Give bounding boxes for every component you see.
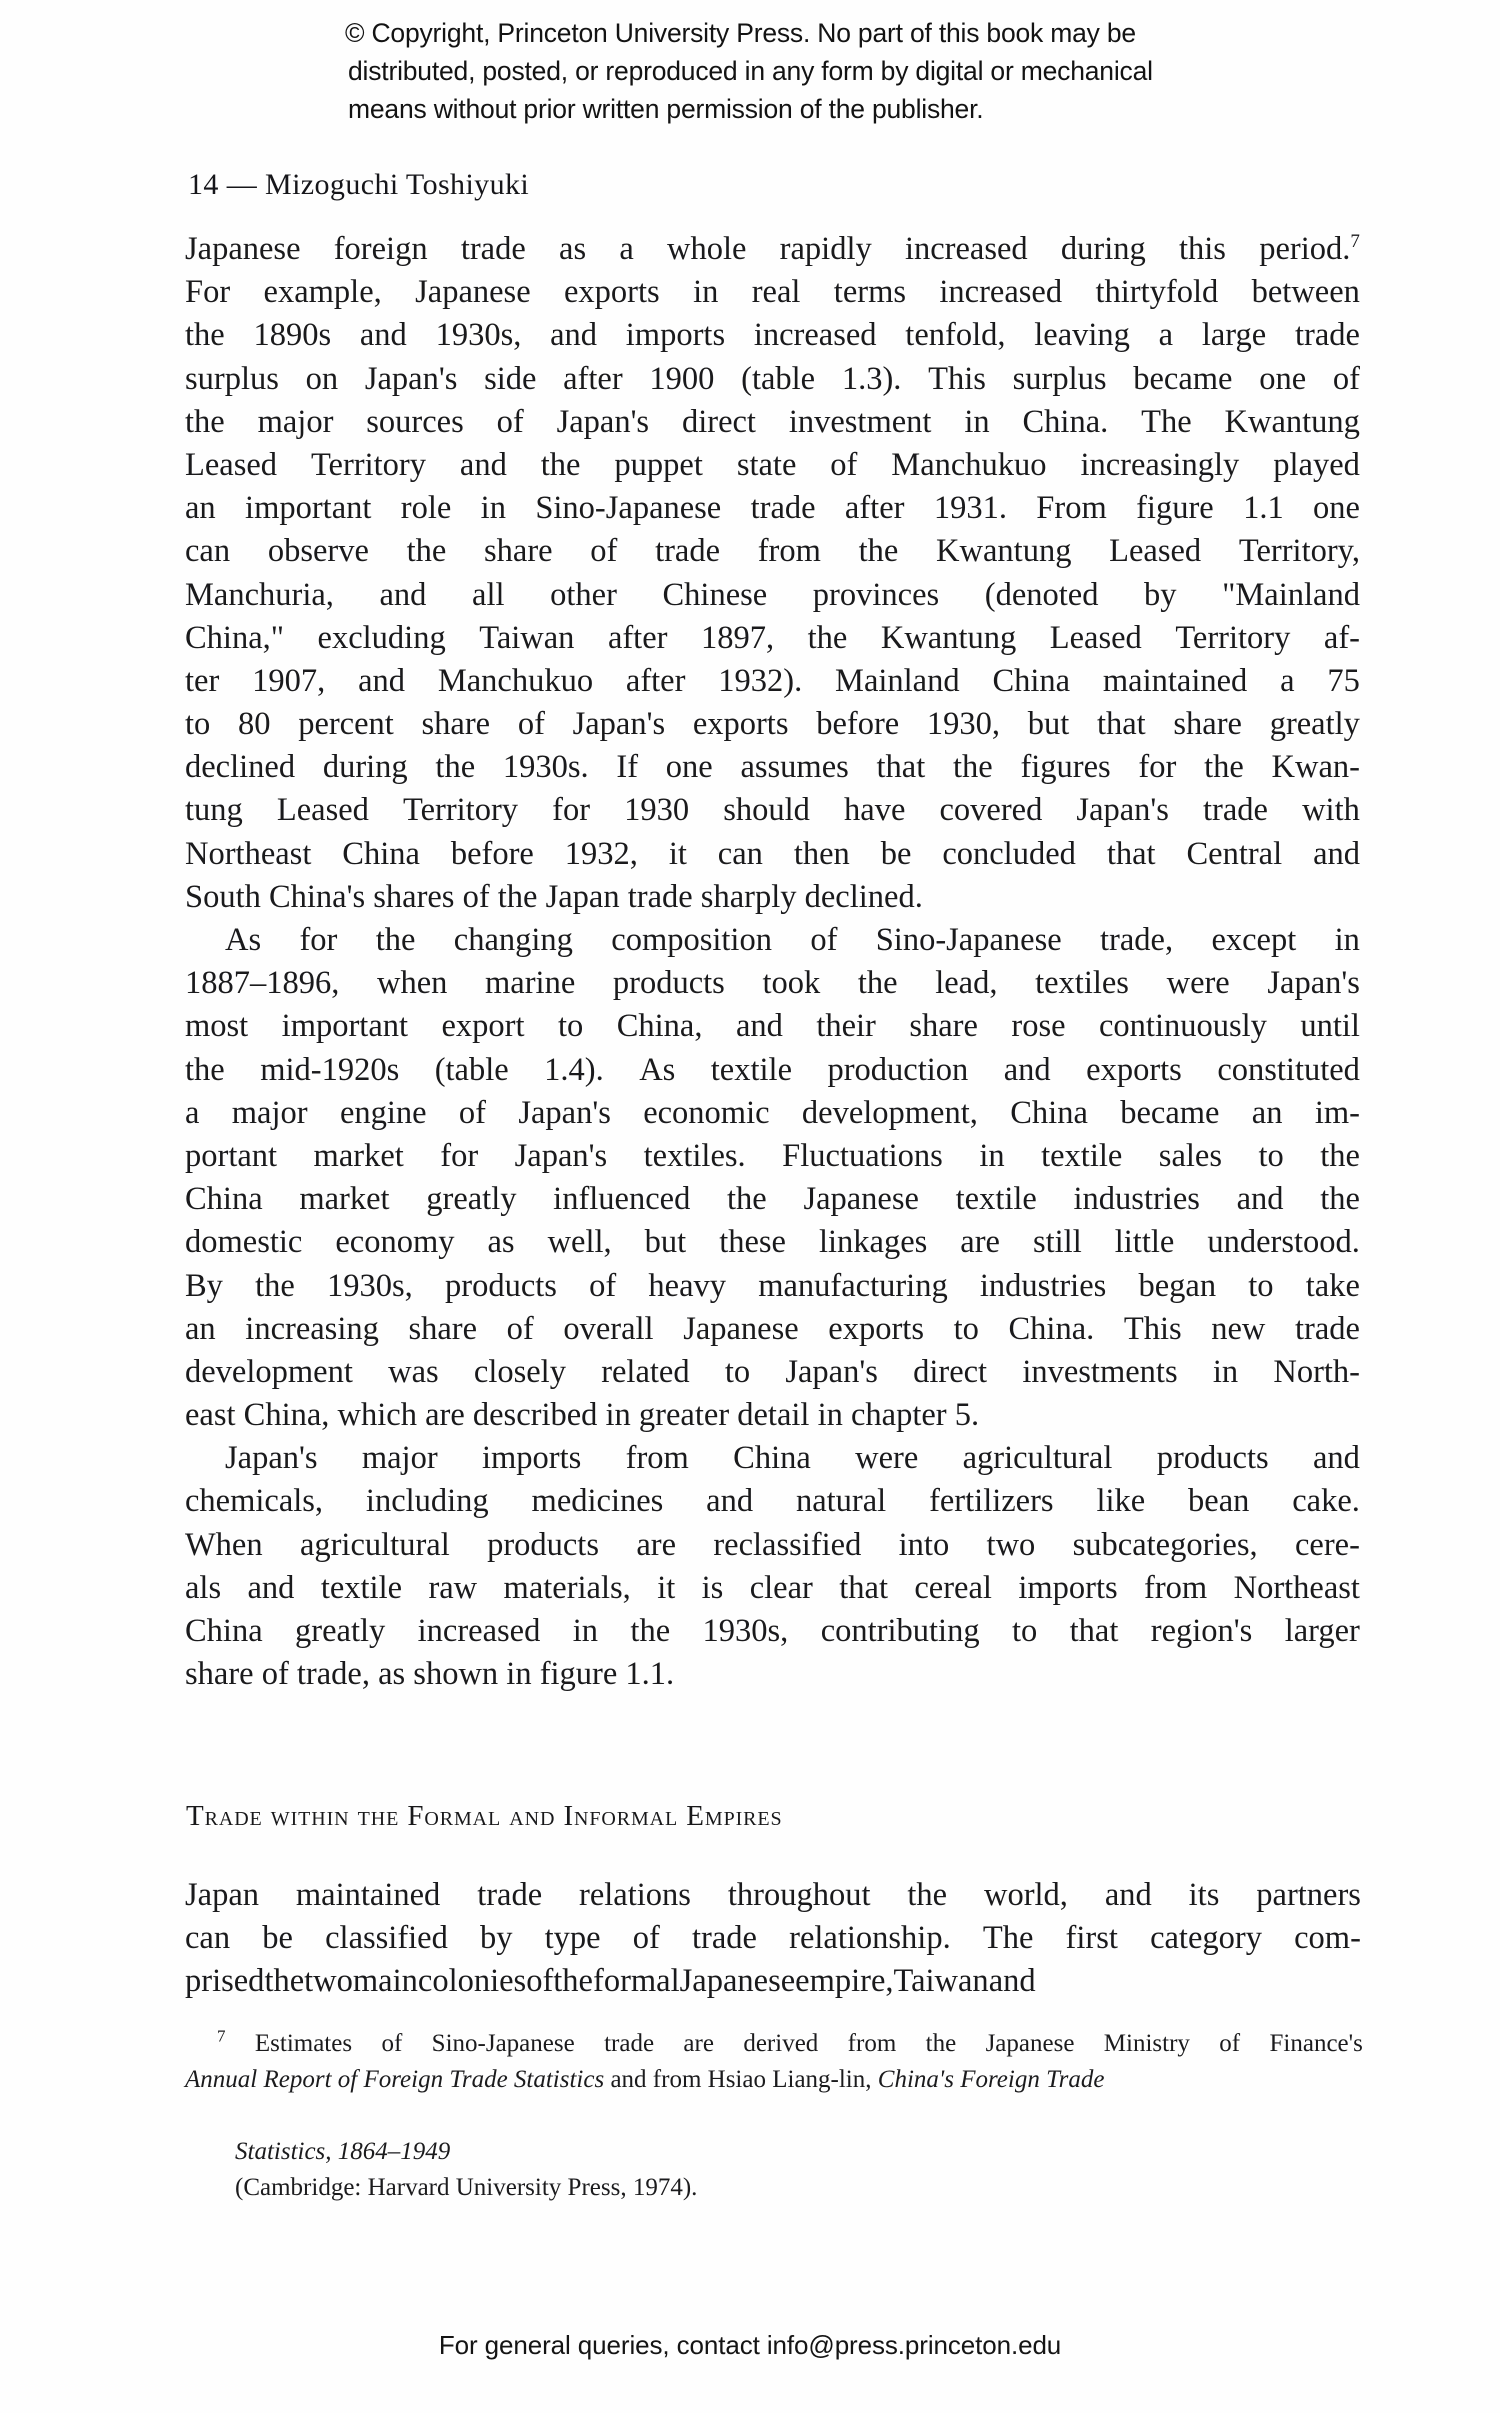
text-line: development was closely related to Japan's direct investments in North-: [185, 1353, 1360, 1390]
text-line: China market greatly influenced the Japanese textile industries and the: [185, 1181, 1360, 1218]
footnote-reference: 7: [1350, 231, 1360, 253]
text-line: declined during the 1930s. If one assumes that the figures for the Kwan-: [185, 749, 1360, 786]
text-line: to 80 percent share of Japan's exports before 1930, but that share greatly: [185, 706, 1360, 743]
copyright-line-2: distributed, posted, or reproduced in any form by digital or mechanical: [348, 56, 1153, 86]
text-line: surplus on Japan's side after 1900 (table 1.3). This surplus became one of: [185, 360, 1360, 397]
footnote-italic-title-2: China's Foreign Trade: [877, 2066, 1105, 2093]
text-line: east China, which are described in greater detail in chapter 5.: [185, 1397, 980, 1434]
text-line: portant market for Japan's textiles. Fluctuations in textile sales to the: [185, 1137, 1360, 1174]
body-text: [185, 228, 1360, 1696]
paragraph-1: [185, 228, 1360, 919]
footnote-italic-title-3: Statistics, 1864–1949: [235, 2138, 451, 2165]
footnote-italic-title-1: Annual Report of Foreign Trade Statistics: [185, 2066, 605, 2093]
text-line: chemicals, including medicines and natural fertilizers like bean cake.: [185, 1483, 1360, 1520]
text-line: domestic economy as well, but these linkages are still little understood.: [185, 1224, 1360, 1261]
text-line: Japan's major imports from China were agricultural products and: [225, 1440, 1360, 1477]
text-line: China greatly increased in the 1930s, contributing to that region's larger: [185, 1613, 1360, 1649]
paragraph-3: [185, 1437, 1360, 1696]
text-line: tung Leased Territory for 1930 should have covered Japan's trade with: [185, 792, 1360, 829]
text-line: Leased Territory and the puppet state of Manchukuo increasingly played: [185, 446, 1360, 483]
text-line: As for the changing composition of Sino-Japanese trade, except in: [225, 922, 1360, 958]
text-line: als and textile raw materials, it is clear that cereal imports from Northeast: [185, 1569, 1360, 1606]
text-line: a major engine of Japan's economic development, China became an im-: [185, 1094, 1360, 1131]
footnote: [185, 2026, 1363, 2201]
text-line: prised the two main colonies of the formal Japanese empire, Taiwan and: [185, 1963, 1036, 2000]
section-heading: Trade within the Formal and Informal Empires: [186, 1800, 783, 1832]
page-footer: For general queries, contact info@press.princeton.edu: [438, 2330, 1062, 2360]
footnote-line-3: [185, 2098, 1363, 2201]
text-line: share of trade, as shown in figure 1.1.: [185, 1656, 675, 1693]
footnote-marker: 7: [217, 2026, 226, 2046]
footnote-line-2-content: [185, 2062, 1104, 2098]
text-line: an important role in Sino-Japanese trade after 1931. From figure 1.1 one: [185, 490, 1360, 527]
text-line: the major sources of Japan's direct investment in China. The Kwantung: [185, 403, 1360, 440]
text-line: China," excluding Taiwan after 1897, the Kwantung Leased Territory af-: [185, 619, 1360, 656]
footnote-line-3-content: [185, 2098, 698, 2201]
footnote-plain-1: and from Hsiao Liang-lin,: [610, 2066, 872, 2093]
text-line: the mid-1920s (table 1.4). As textile production and exports constituted: [185, 1051, 1360, 1088]
text-line: For example, Japanese exports in real terms increased thirtyfold between: [185, 274, 1360, 311]
text-line: Japanese foreign trade as a whole rapidly increased during this period.$^7$: [185, 231, 1360, 267]
copyright-line-1: © Copyright, Princeton University Press. No part of this book may be: [345, 18, 1136, 48]
copyright-notice: [345, 14, 1245, 128]
footnote-plain-2: (Cambridge: Harvard University Press, 1974).: [235, 2174, 698, 2201]
text-line: can be classified by type of trade relationship. The first category com-: [185, 1920, 1361, 1957]
footnote-line-1: $^7$ Estimates of Sino-Japanese trade are derived from the Japanese Ministry of Finance's: [185, 2026, 1363, 2062]
closing-paragraph: [185, 1874, 1361, 2004]
text-line: can observe the share of trade from the Kwantung Leased Territory,: [185, 533, 1360, 570]
text-line: the 1890s and 1930s, and imports increased tenfold, leaving a large trade: [185, 317, 1360, 354]
text-line: By the 1930s, products of heavy manufacturing industries began to take: [185, 1267, 1360, 1304]
text-line: Manchuria, and all other Chinese provinces (denoted by "Mainland: [185, 576, 1360, 613]
text-line: Japan maintained trade relations throughout the world, and its partners: [185, 1877, 1361, 1913]
text-line: ter 1907, and Manchukuo after 1932). Mainland China maintained a 75: [185, 662, 1360, 699]
paragraph-2: [185, 919, 1360, 1437]
text-line: most important export to China, and their share rose continuously until: [185, 1008, 1360, 1045]
footnote-line-2: [185, 2062, 1363, 2098]
copyright-line-3: means without prior written permission of the publisher.: [348, 94, 984, 124]
text-line: 1887–1896, when marine products took the lead, textiles were Japan's: [185, 965, 1360, 1002]
running-head: 14 — Mizoguchi Toshiyuki: [188, 168, 530, 201]
text-line: South China's shares of the Japan trade sharply declined.: [185, 878, 923, 915]
text-line: an increasing share of overall Japanese exports to China. This new trade: [185, 1310, 1360, 1347]
text-line: When agricultural products are reclassified into two subcategories, cere-: [185, 1526, 1360, 1563]
text-line: Northeast China before 1932, it can then be concluded that Central and: [185, 835, 1360, 872]
